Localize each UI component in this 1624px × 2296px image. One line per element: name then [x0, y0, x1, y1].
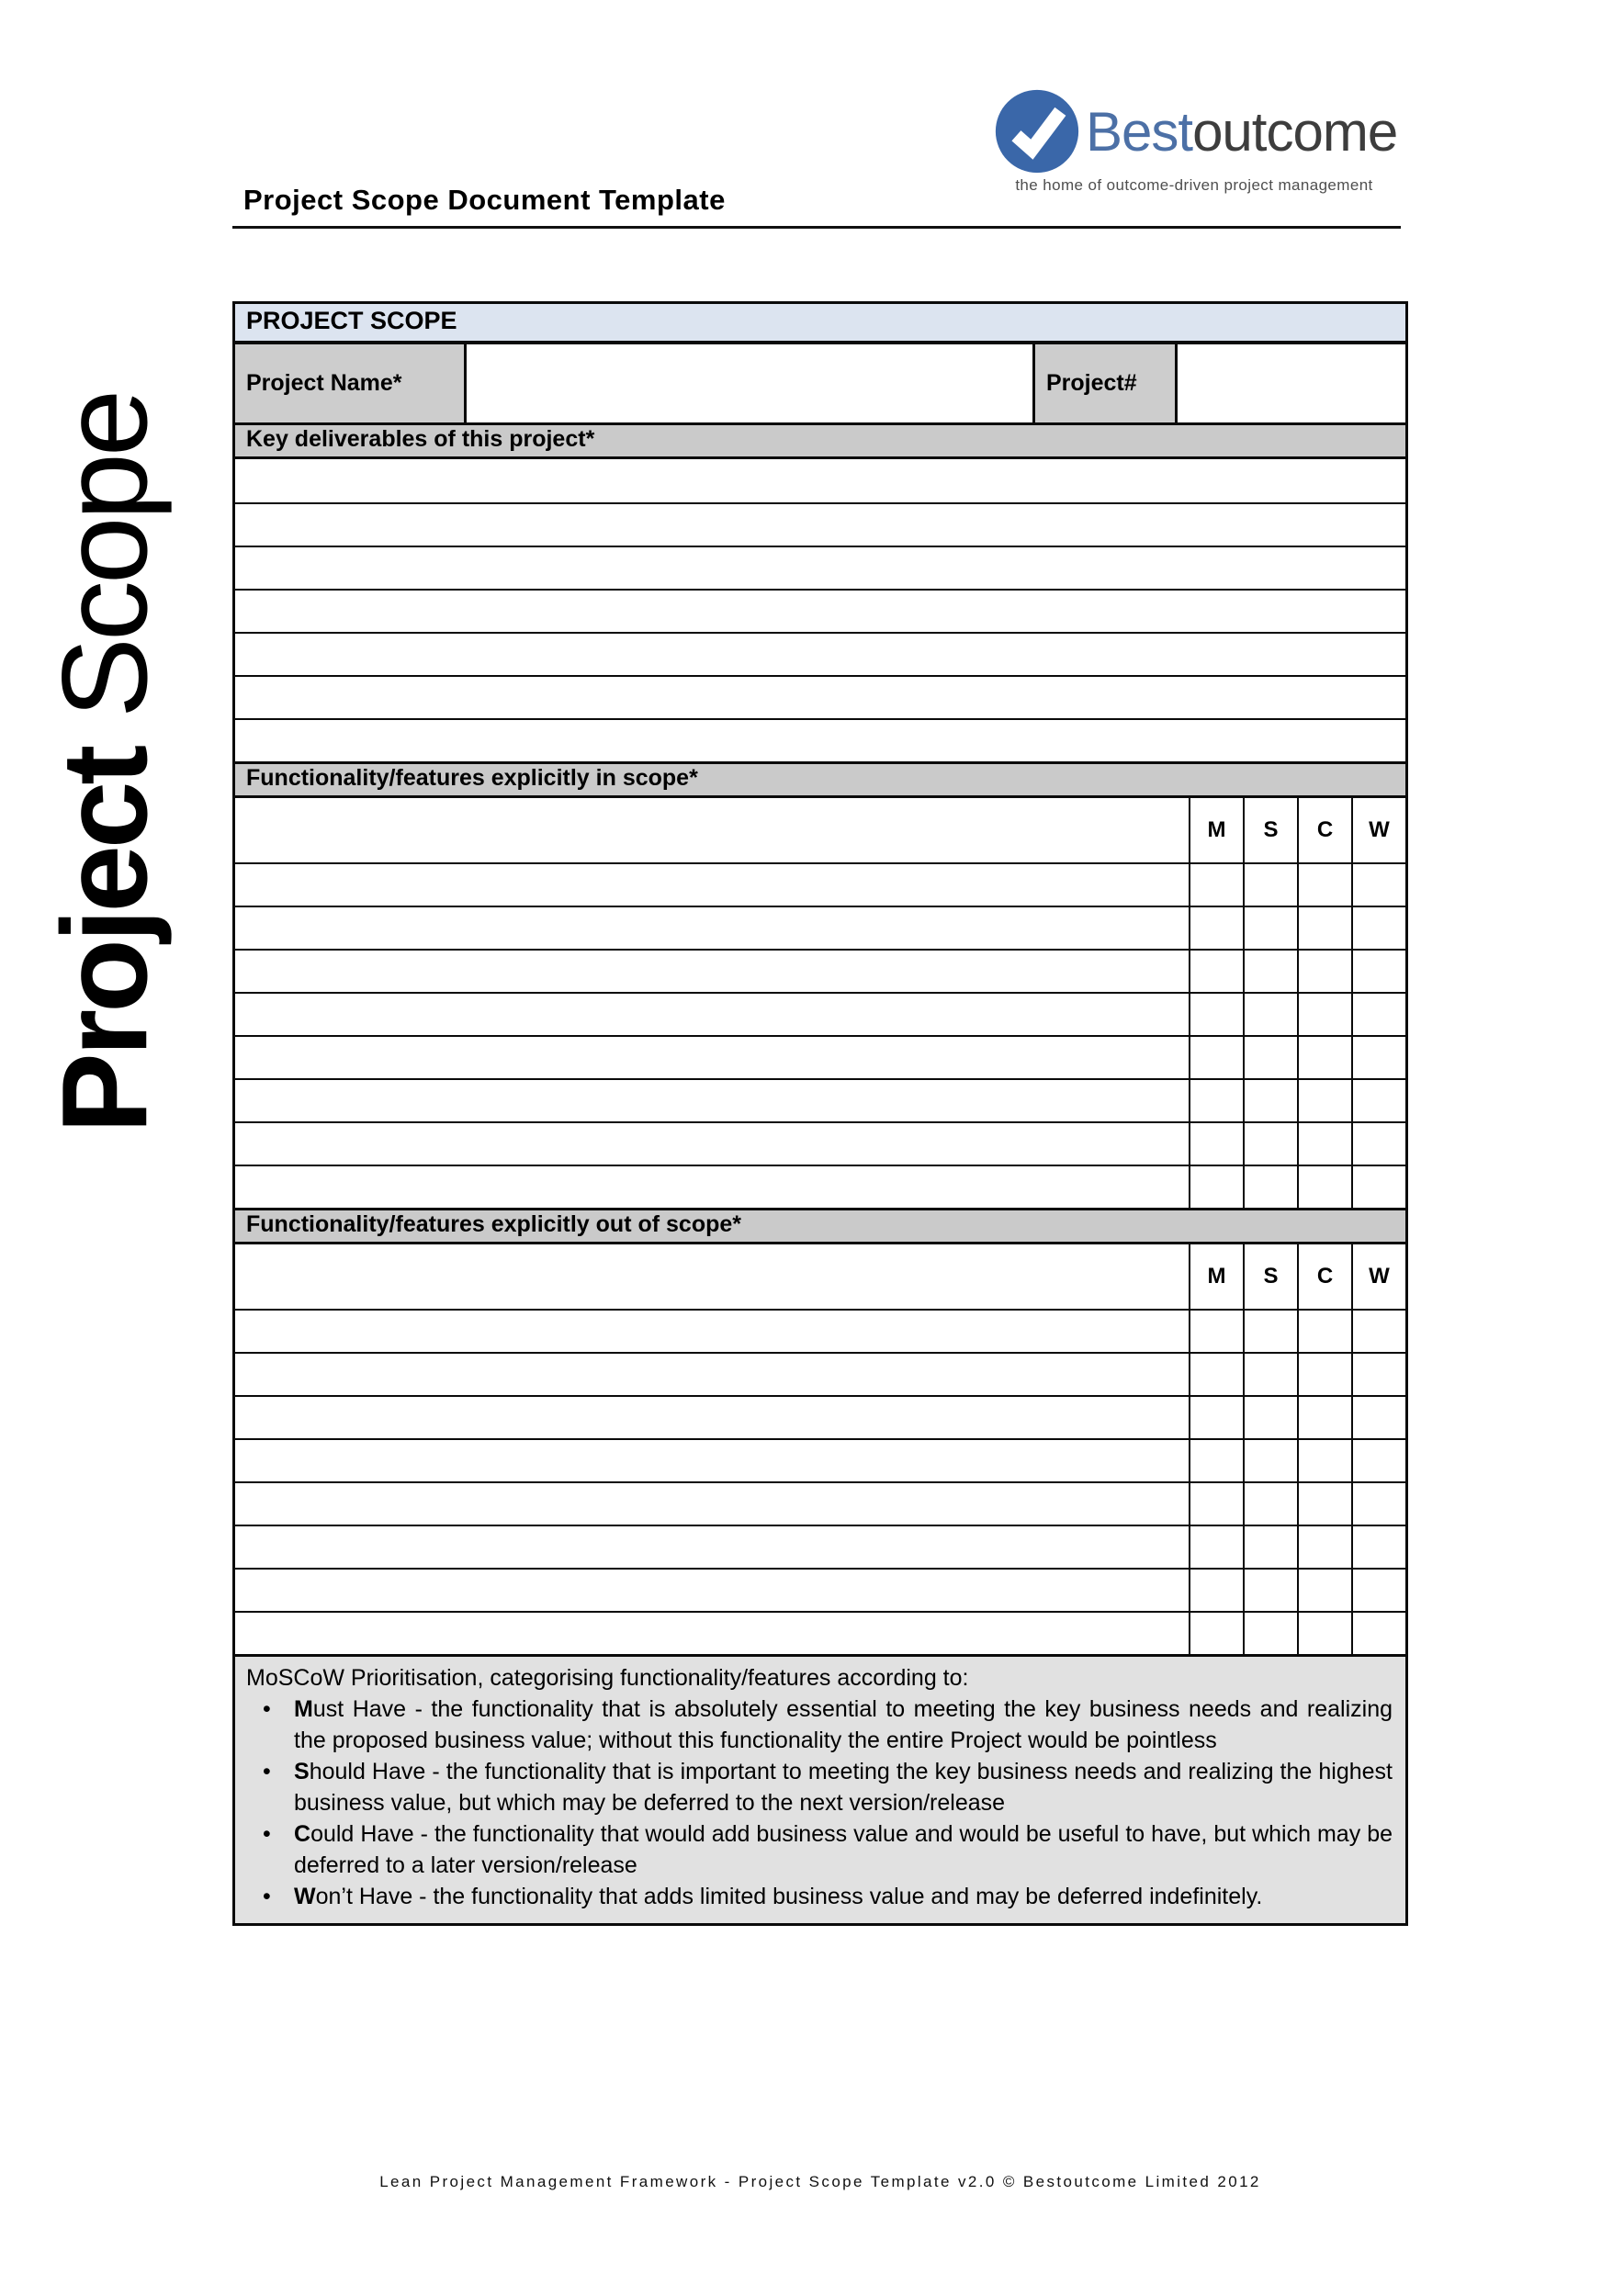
footer-text: Lean Project Management Framework - Project Scope Template v2.0 © Bestoutcome Limited 2012 — [379, 2173, 1261, 2190]
moscow-lead-should: S — [294, 1759, 310, 1784]
section-out-of-scope — [235, 1208, 1405, 1654]
priority-cell-w[interactable] — [1351, 1354, 1405, 1395]
section-rows-out-of-scope — [235, 1244, 1405, 1654]
priority-cell-w[interactable] — [1351, 907, 1405, 949]
logo-tagline: the home of outcome-driven project management — [1015, 176, 1373, 194]
side-watermark-word2: Scope — [37, 392, 172, 719]
priority-cell-c[interactable] — [1297, 1354, 1351, 1395]
scope-row — [235, 459, 1405, 502]
priority-cell-s[interactable] — [1243, 951, 1297, 992]
priority-cell-c[interactable] — [1297, 1080, 1351, 1121]
entry-cell[interactable] — [235, 1440, 1189, 1481]
priority-cell-m[interactable] — [1189, 1166, 1243, 1208]
priority-cell-m[interactable] — [1189, 1037, 1243, 1078]
scope-row — [235, 862, 1405, 906]
entry-cell[interactable] — [235, 1037, 1189, 1078]
priority-cell-w[interactable] — [1351, 1397, 1405, 1438]
checkmark-circle-icon — [994, 88, 1080, 174]
bullet-icon: • — [263, 1884, 271, 1909]
project-fields-row — [235, 344, 1405, 422]
priority-cell-c[interactable] — [1297, 1037, 1351, 1078]
scope-row — [235, 589, 1405, 632]
entry-cell[interactable] — [235, 951, 1189, 992]
priority-cell-s[interactable] — [1243, 1037, 1297, 1078]
entry-cell[interactable] — [235, 720, 1405, 761]
priority-cell-c[interactable] — [1297, 994, 1351, 1035]
section-heading-out-of-scope: Functionality/features explicitly out of scope* — [235, 1208, 1405, 1244]
priority-cell-m[interactable] — [1189, 951, 1243, 992]
priority-cell-w[interactable] — [1351, 1311, 1405, 1352]
section-heading-key-deliverables: Key deliverables of this project* — [235, 422, 1405, 459]
priority-cell-s[interactable] — [1243, 1080, 1297, 1121]
moscow-lead-wont: W — [294, 1884, 316, 1909]
page-title: Project Scope Document Template — [243, 184, 726, 216]
priority-cell-w[interactable] — [1351, 1526, 1405, 1568]
moscow-bullet-should — [246, 1756, 1393, 1818]
priority-cell-m[interactable] — [1189, 1354, 1243, 1395]
scope-row — [235, 1481, 1405, 1525]
entry-cell[interactable] — [235, 907, 1189, 949]
priority-cell-w[interactable] — [1351, 994, 1405, 1035]
moscow-text-should: hould Have - the functionality that is important to meeting the key business needs and realizing the highest business value, but which may be deferred to the next version/release — [294, 1759, 1393, 1816]
priority-cell-s[interactable] — [1243, 994, 1297, 1035]
bullet-icon: • — [263, 1759, 271, 1784]
priority-cell-c[interactable] — [1297, 1483, 1351, 1525]
priority-cell-m[interactable] — [1189, 1483, 1243, 1525]
priority-cell-s[interactable] — [1243, 864, 1297, 906]
bestoutcome-logo — [994, 88, 1398, 195]
priority-cell-s[interactable] — [1243, 1613, 1297, 1654]
priority-cell-c[interactable] — [1297, 1397, 1351, 1438]
brand-text-secondary: outcome — [1192, 100, 1398, 163]
scope-row — [235, 1438, 1405, 1481]
moscow-bullet-wont — [246, 1881, 1393, 1912]
priority-cell-w[interactable] — [1351, 1613, 1405, 1654]
priority-cell-m[interactable] — [1189, 864, 1243, 906]
priority-cell-s[interactable] — [1243, 1397, 1297, 1438]
priority-cell-m[interactable] — [1189, 1526, 1243, 1568]
priority-column-header-s: S — [1243, 798, 1297, 862]
scope-row — [235, 798, 1405, 862]
entry-cell[interactable] — [235, 504, 1405, 546]
priority-cell-s[interactable] — [1243, 1123, 1297, 1165]
priority-cell-s[interactable] — [1243, 1440, 1297, 1481]
entry-cell[interactable] — [235, 677, 1405, 718]
section-rows-in-scope — [235, 798, 1405, 1208]
entry-cell[interactable] — [235, 1080, 1189, 1121]
priority-column-header-c: C — [1297, 798, 1351, 862]
scope-row — [235, 1352, 1405, 1395]
scope-row — [235, 1035, 1405, 1078]
priority-cell-w[interactable] — [1351, 1080, 1405, 1121]
entry-cell[interactable] — [235, 1397, 1189, 1438]
moscow-lead-could: C — [294, 1821, 311, 1847]
priority-cell-c[interactable] — [1297, 1311, 1351, 1352]
priority-cell-s[interactable] — [1243, 1526, 1297, 1568]
scope-table — [232, 301, 1408, 1926]
priority-column-header-c: C — [1297, 1244, 1351, 1309]
moscow-lead-must: M — [294, 1696, 313, 1722]
priority-cell-m[interactable] — [1189, 1311, 1243, 1352]
priority-column-header-m: M — [1189, 798, 1243, 862]
bullet-icon: • — [263, 1821, 271, 1847]
entry-cell[interactable] — [235, 634, 1405, 675]
priority-cell-c[interactable] — [1297, 1613, 1351, 1654]
priority-cell-m[interactable] — [1189, 1397, 1243, 1438]
section-key-deliverables — [235, 422, 1405, 761]
brand-text — [1086, 100, 1397, 163]
entry-cell[interactable] — [235, 1354, 1189, 1395]
entry-cell[interactable] — [235, 547, 1405, 589]
moscow-bullet-could — [246, 1818, 1393, 1881]
scope-row — [235, 675, 1405, 718]
moscow-text-could: ould Have - the functionality that would add business value and would be useful to have, but which may be deferred to a later version/release — [294, 1821, 1393, 1878]
entry-cell[interactable] — [235, 1244, 1189, 1309]
scope-row — [235, 992, 1405, 1035]
priority-cell-m[interactable] — [1189, 1080, 1243, 1121]
bullet-icon: • — [263, 1696, 271, 1722]
moscow-note — [235, 1654, 1405, 1923]
scope-row — [235, 949, 1405, 992]
scope-row — [235, 1525, 1405, 1568]
priority-cell-m[interactable] — [1189, 994, 1243, 1035]
priority-cell-s[interactable] — [1243, 907, 1297, 949]
moscow-intro: MoSCoW Prioritisation, categorising functionality/features according to: — [246, 1665, 969, 1691]
scope-row — [235, 1309, 1405, 1352]
entry-cell[interactable] — [235, 459, 1405, 502]
priority-cell-s[interactable] — [1243, 1311, 1297, 1352]
scope-row — [235, 1165, 1405, 1208]
section-rows-key-deliverables — [235, 459, 1405, 761]
scope-row — [235, 1568, 1405, 1611]
section-heading-in-scope: Functionality/features explicitly in scope* — [235, 761, 1405, 798]
entry-cell[interactable] — [235, 994, 1189, 1035]
priority-cell-c[interactable] — [1297, 1440, 1351, 1481]
scope-row — [235, 632, 1405, 675]
priority-cell-s[interactable] — [1243, 1570, 1297, 1611]
project-number-label: Project# — [1032, 344, 1178, 422]
priority-column-header-w: W — [1351, 798, 1405, 862]
entry-cell[interactable] — [235, 1311, 1189, 1352]
priority-cell-c[interactable] — [1297, 1570, 1351, 1611]
priority-cell-m[interactable] — [1189, 1613, 1243, 1654]
priority-cell-s[interactable] — [1243, 1354, 1297, 1395]
project-name-label: Project Name* — [235, 344, 467, 422]
priority-cell-w[interactable] — [1351, 1440, 1405, 1481]
moscow-text-must: ust Have - the functionality that is absolutely essential to meeting the key business needs and realizing the proposed business value; without this functionality the entire Project would be pointless — [294, 1696, 1393, 1753]
side-watermark — [33, 244, 176, 1282]
priority-cell-c[interactable] — [1297, 1166, 1351, 1208]
priority-column-header-s: S — [1243, 1244, 1297, 1309]
priority-column-header-m: M — [1189, 1244, 1243, 1309]
priority-cell-w[interactable] — [1351, 1037, 1405, 1078]
entry-cell[interactable] — [235, 1570, 1189, 1611]
scope-row — [235, 906, 1405, 949]
priority-cell-m[interactable] — [1189, 1123, 1243, 1165]
priority-cell-m[interactable] — [1189, 907, 1243, 949]
scope-row — [235, 546, 1405, 589]
priority-cell-c[interactable] — [1297, 907, 1351, 949]
priority-cell-w[interactable] — [1351, 1570, 1405, 1611]
entry-cell[interactable] — [235, 1123, 1189, 1165]
priority-cell-w[interactable] — [1351, 1483, 1405, 1525]
priority-cell-s[interactable] — [1243, 1166, 1297, 1208]
scope-row — [235, 1611, 1405, 1654]
entry-cell[interactable] — [235, 1526, 1189, 1568]
moscow-bullet-must — [246, 1694, 1393, 1756]
entry-cell[interactable] — [235, 864, 1189, 906]
title-block — [232, 184, 1401, 229]
scope-row — [235, 1244, 1405, 1309]
priority-column-header-w: W — [1351, 1244, 1405, 1309]
entry-cell[interactable] — [235, 1166, 1189, 1208]
entry-cell[interactable] — [235, 798, 1189, 862]
priority-cell-c[interactable] — [1297, 1123, 1351, 1165]
scope-row — [235, 1395, 1405, 1438]
entry-cell[interactable] — [235, 1483, 1189, 1525]
entry-cell[interactable] — [235, 1613, 1189, 1654]
priority-cell-c[interactable] — [1297, 864, 1351, 906]
priority-cell-m[interactable] — [1189, 1440, 1243, 1481]
section-in-scope — [235, 761, 1405, 1208]
moscow-bullet-list — [246, 1694, 1393, 1912]
project-name-input[interactable] — [467, 344, 1032, 422]
scope-row — [235, 1078, 1405, 1121]
entry-cell[interactable] — [235, 591, 1405, 632]
priority-cell-w[interactable] — [1351, 1166, 1405, 1208]
table-header: PROJECT SCOPE — [235, 304, 1405, 344]
priority-cell-w[interactable] — [1351, 951, 1405, 992]
priority-cell-m[interactable] — [1189, 1570, 1243, 1611]
brand-text-primary: Best — [1086, 100, 1193, 163]
priority-cell-w[interactable] — [1351, 1123, 1405, 1165]
scope-row — [235, 1121, 1405, 1165]
project-number-input[interactable] — [1178, 344, 1405, 422]
scope-row — [235, 502, 1405, 546]
priority-cell-s[interactable] — [1243, 1483, 1297, 1525]
priority-cell-c[interactable] — [1297, 951, 1351, 992]
moscow-text-wont: on’t Have - the functionality that adds limited business value and may be deferred indefinitely. — [315, 1884, 1263, 1909]
priority-cell-w[interactable] — [1351, 864, 1405, 906]
side-watermark-word1: Project — [37, 748, 172, 1134]
priority-cell-c[interactable] — [1297, 1526, 1351, 1568]
scope-row — [235, 718, 1405, 761]
